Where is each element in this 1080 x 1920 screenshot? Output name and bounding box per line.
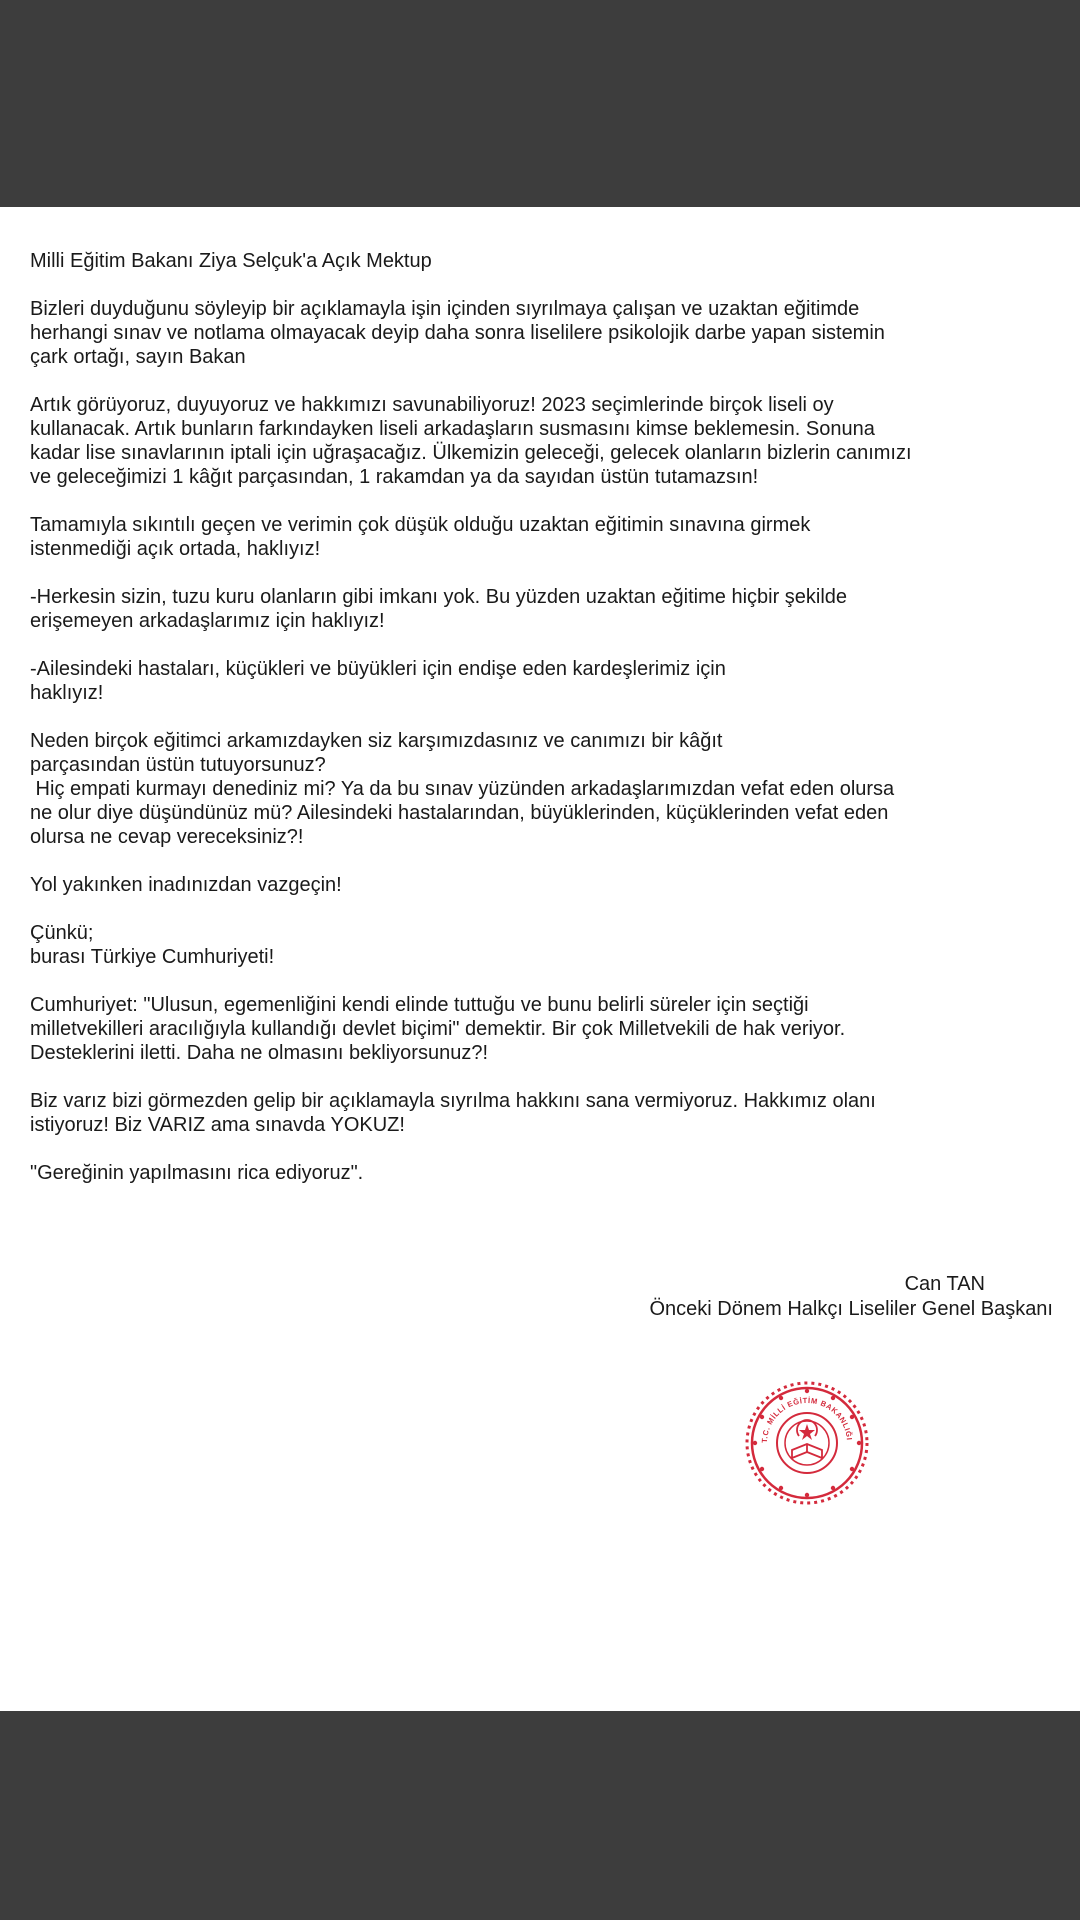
text-line: ve geleceğimizi 1 kâğıt parçasından, 1 rakamdan ya da sayıdan üstün tutamazsın! <box>30 466 759 488</box>
paragraph-6 <box>30 729 1060 849</box>
paragraph-3 <box>30 513 1060 561</box>
paragraph-5 <box>30 657 1060 705</box>
text-line: Bizleri duyduğunu söyleyip bir açıklamayla işin içinden sıyrılmaya çalışan ve uzaktan eğitimde <box>30 298 860 320</box>
paragraph-2 <box>30 393 1060 489</box>
paragraph-10 <box>30 1089 1060 1137</box>
text-line: çark ortağı, sayın Bakan <box>30 346 246 368</box>
letter-page <box>0 207 1080 1711</box>
paragraph-8 <box>30 921 1060 969</box>
paragraph-11 <box>30 1161 1060 1185</box>
text-line: Hiç empati kurmayı denediniz mi? Ya da bu sınav yüzünden arkadaşlarımızdan vefat eden olursa <box>30 778 895 800</box>
text-line: erişemeyen arkadaşlarımız için haklıyız! <box>30 610 385 632</box>
letter-title: Milli Eğitim Bakanı Ziya Selçuk'a Açık Mektup <box>30 250 432 272</box>
text-line: Desteklerini iletti. Daha ne olmasını bekliyorsunuz?! <box>30 1042 488 1064</box>
text-line: haklıyız! <box>30 682 104 704</box>
text-line: istenmediği açık ortada, haklıyız! <box>30 538 321 560</box>
paragraph-1 <box>30 297 1060 369</box>
text-line: istiyoruz! Biz VARIZ ama sınavda YOKUZ! <box>30 1114 405 1136</box>
signature-block <box>649 1272 1053 1322</box>
letter-body <box>30 249 1060 1185</box>
paragraph-4 <box>30 585 1060 633</box>
seal-ring-text: T.C. MİLLİ EĞİTİM BAKANLIĞI <box>759 1395 854 1444</box>
text-line: -Herkesin sizin, tuzu kuru olanların gibi imkanı yok. Bu yüzden uzaktan eğitime hiçbir şekilde <box>30 586 848 608</box>
text-line: Artık görüyoruz, duyuyoruz ve hakkımızı savunabiliyoruz! 2023 seçimlerinde birçok liseli oy <box>30 394 834 416</box>
text-line: -Ailesindeki hastaları, küçükleri ve büyükleri için endişe eden kardeşlerimiz için <box>30 658 726 680</box>
text-line: herhangi sınav ve notlama olmayacak deyip daha sonra liselilere psikolojik darbe yapan sistemin <box>30 322 885 344</box>
paragraph-9 <box>30 993 1060 1065</box>
text-line: olursa ne cevap vereceksiniz?! <box>30 826 304 848</box>
text-line: Yol yakınken inadınızdan vazgeçin! <box>30 874 342 896</box>
paragraph-7 <box>30 873 1060 897</box>
signatory-name: Can TAN <box>904 1273 985 1295</box>
ministry-seal-icon <box>744 1380 870 1506</box>
text-line: burası Türkiye Cumhuriyeti! <box>30 946 275 968</box>
text-line: "Gereğinin yapılmasını rica ediyoruz". <box>30 1162 364 1184</box>
text-line: kullanacak. Artık bunların farkındayken liseli arkadaşların susmasını kimse beklemesin. Sonuna <box>30 418 875 440</box>
text-line: kadar lise sınavlarının iptali için uğraşacağız. Ülkemizin geleceği, gelecek olanların bizlerin canımızı <box>30 442 912 464</box>
text-line: parçasından üstün tutuyorsunuz? <box>30 754 326 776</box>
text-line: Neden birçok eğitimci arkamızdayken siz karşımızdasınız ve canımızı bir kâğıt <box>30 730 723 752</box>
text-line: milletvekilleri aracılığıyla kullandığı devlet biçimi" demektir. Bir çok Milletvekili de hak veriyor. <box>30 1018 846 1040</box>
text-line: Tamamıyla sıkıntılı geçen ve verimin çok düşük olduğu uzaktan eğitimin sınavına girmek <box>30 514 811 536</box>
text-line: ne olur diye düşündünüz mü? Ailesindeki hastalarından, büyüklerinden, küçüklerinden vefat eden <box>30 802 889 824</box>
signatory-role: Önceki Dönem Halkçı Liseliler Genel Başkanı <box>649 1298 1053 1320</box>
text-line: Cumhuriyet: "Ulusun, egemenliğini kendi elinde tuttuğu ve bunu belirli süreler için seçtiği <box>30 994 809 1016</box>
text-line: Çünkü; <box>30 922 94 944</box>
text-line: Biz varız bizi görmezden gelip bir açıklamayla sıyrılma hakkını sana vermiyoruz. Hakkımız olanı <box>30 1090 876 1112</box>
